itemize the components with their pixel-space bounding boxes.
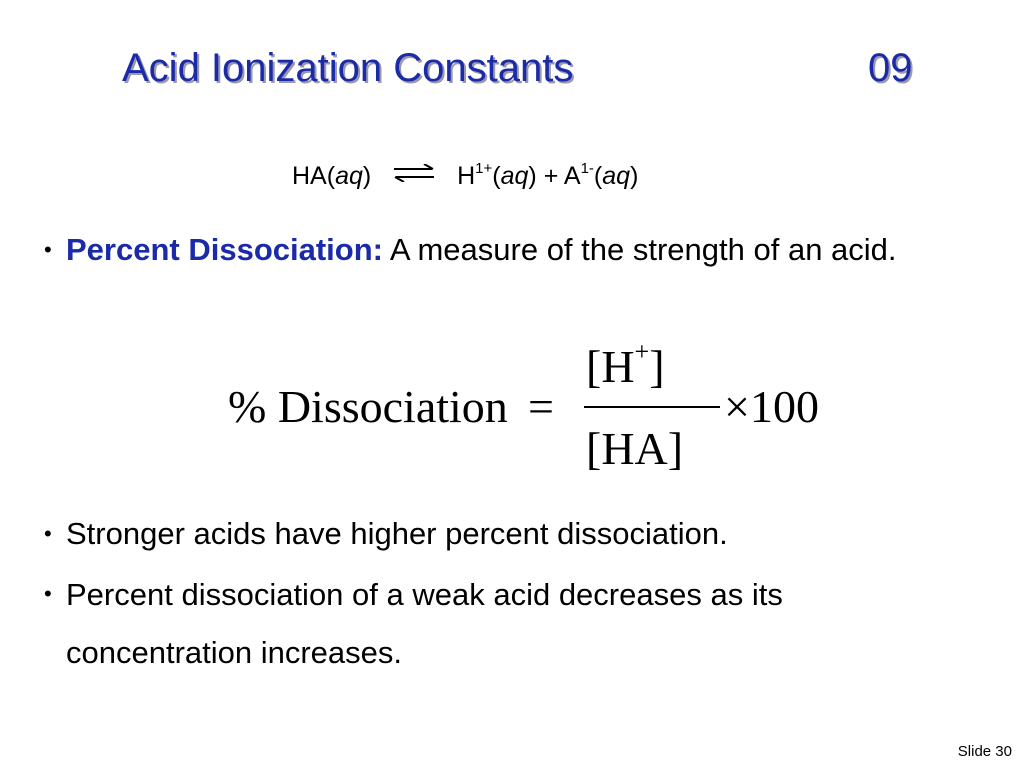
hydrogen-state: aq (500, 162, 529, 190)
reaction-equation: HA(aq) $H^{1+}(aq) + A^{1-}(aq)$ (292, 159, 639, 190)
reactant: HA (292, 162, 327, 190)
bullet-weak-acid: • Percent dissociation of a weak acid decreases as its concentration increases. (44, 566, 974, 682)
bullet-dot-icon: • (44, 581, 52, 606)
product-anion: A (563, 162, 581, 190)
fraction-bar (584, 406, 720, 408)
plus-sign: + (543, 162, 559, 190)
bullet-stronger-acids: • Stronger acids have higher percent dissociation. (44, 506, 974, 562)
formula-lhs: % Dissociation (228, 381, 508, 432)
numerator-charge: + (634, 336, 650, 366)
definition-text: A measure of the strength of an acid. (389, 232, 897, 267)
product-hydrogen: H (457, 162, 476, 190)
bullet-dot-icon: • (44, 521, 52, 546)
anion-state: aq (602, 162, 631, 190)
equilibrium-arrow-icon (392, 160, 436, 189)
formula-numerator: [H+] (586, 336, 665, 392)
bullet-percent-dissociation (44, 222, 974, 278)
formula-equals: = (528, 381, 554, 432)
slide-title: Acid Ionization Constants (122, 46, 574, 90)
term-percent-dissociation: Percent Dissociation: (66, 232, 383, 267)
formula-multiplier: ×100 (724, 381, 819, 432)
bullet-dot-icon: • (44, 237, 52, 262)
formula-denominator: [HA] (586, 423, 684, 474)
chapter-number: 09 (868, 46, 913, 90)
hydrogen-charge: 1+ (475, 159, 493, 177)
slide-number: Slide 30 (957, 743, 1012, 760)
reactant-state: aq (335, 162, 363, 190)
anion-charge: 1- (580, 159, 594, 177)
